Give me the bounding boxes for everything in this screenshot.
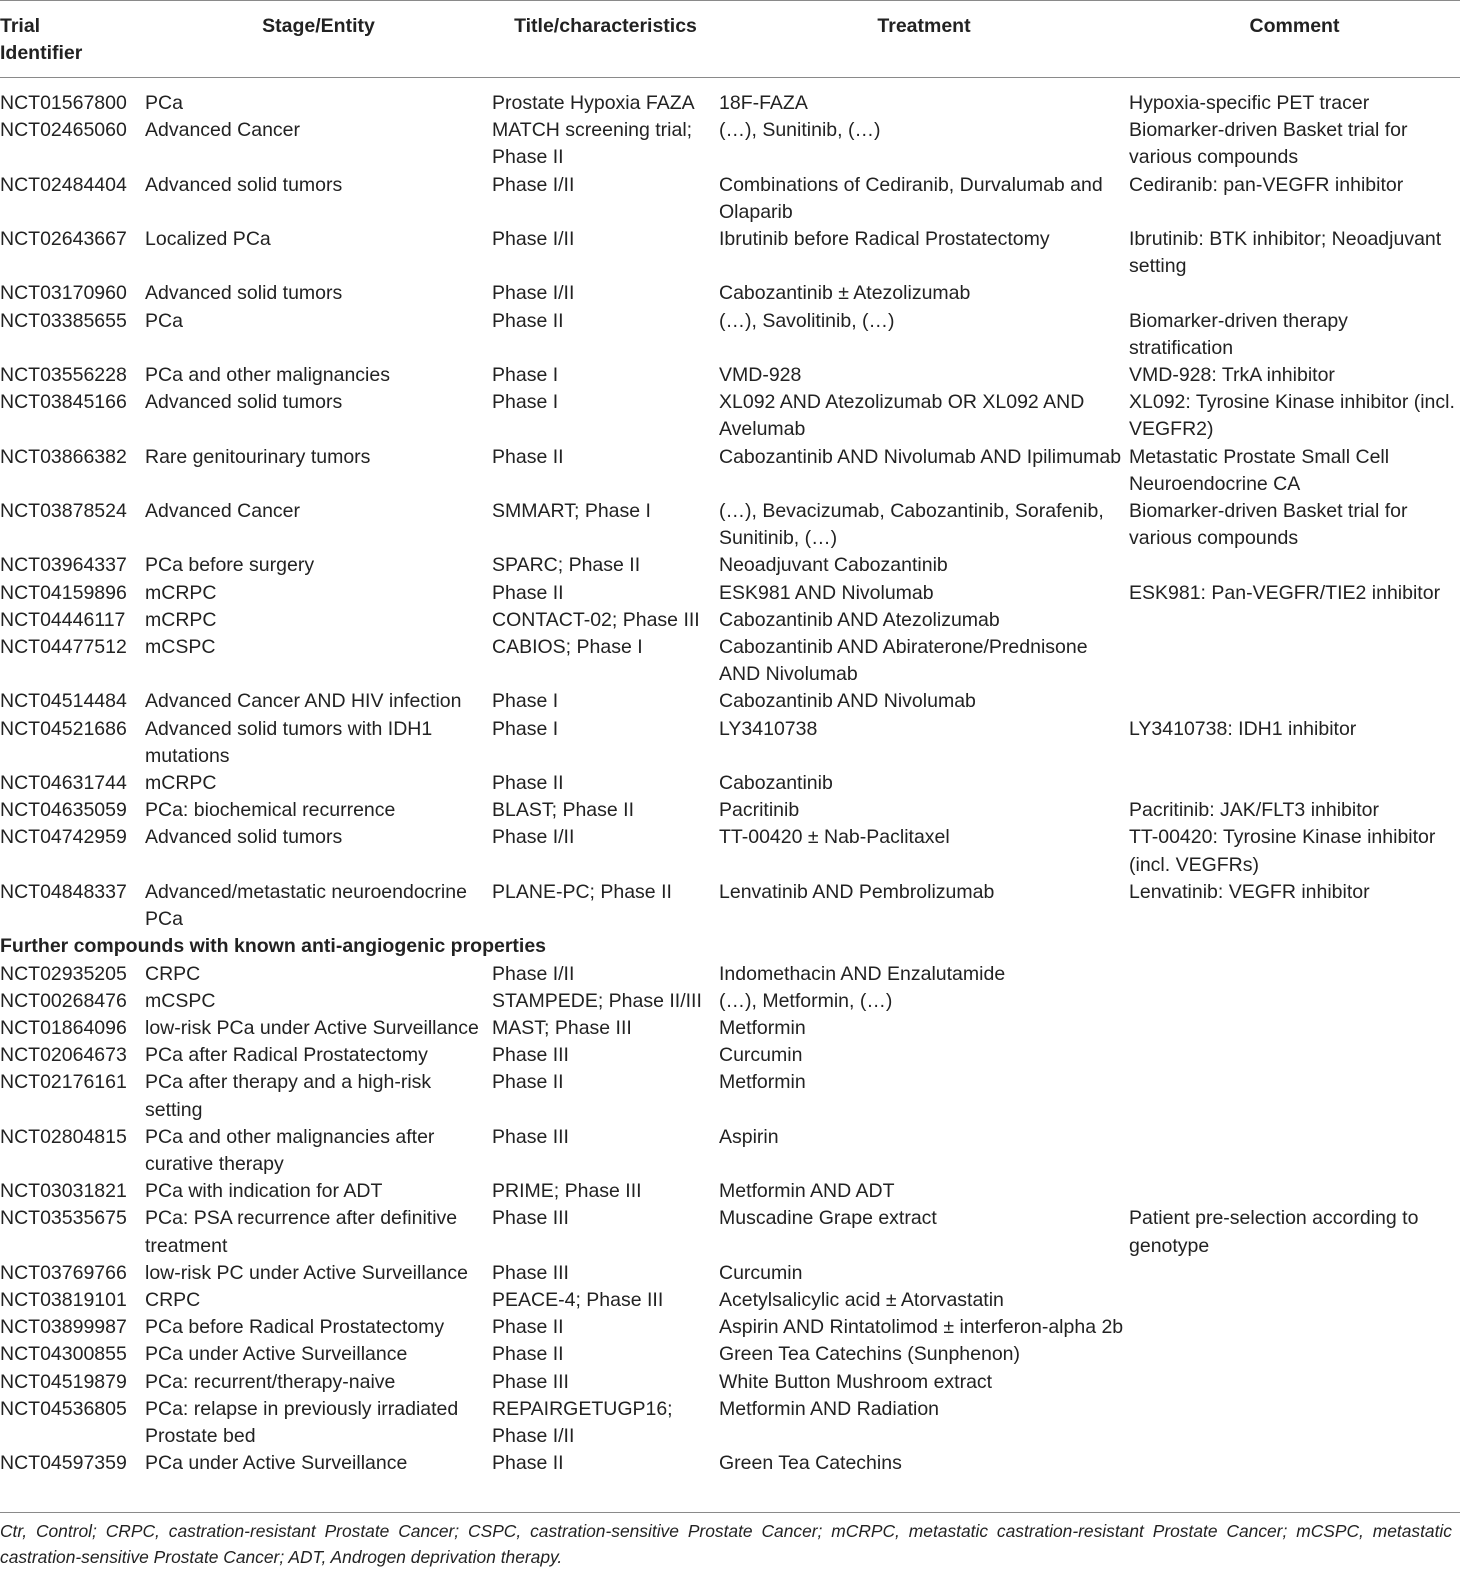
stage-entity-cell: Advanced solid tumors — [145, 173, 343, 196]
header-row — [0, 1, 1460, 78]
trial-id-cell: NCT03769766 — [0, 1261, 127, 1284]
comment-cell: Patient pre-selection according to genotype — [1129, 1207, 1419, 1257]
trial-id-cell: NCT04536805 — [0, 1397, 127, 1420]
trial-id-cell: NCT04848337 — [0, 880, 127, 903]
comment-cell: XL092: Tyrosine Kinase inhibitor (incl. VEGFR2) — [1129, 391, 1455, 441]
table-row — [0, 1369, 1460, 1396]
stage-entity-cell: Advanced solid tumors — [145, 391, 343, 414]
table-row — [0, 498, 1460, 552]
comment-cell — [1129, 1069, 1460, 1123]
stage-entity-cell: mCSPC — [145, 989, 216, 1012]
comment-cell: Cediranib: pan-VEGFR inhibitor — [1129, 173, 1404, 196]
title-cell: CABIOS; Phase I — [492, 636, 643, 659]
table-row — [0, 1341, 1460, 1368]
table-row — [0, 716, 1460, 770]
trial-id-cell: NCT02064673 — [0, 1044, 127, 1067]
stage-entity-cell: PCa: relapse in previously irradiated Prostate bed — [145, 1397, 459, 1447]
treatment-cell: Combinations of Cediranib, Durvalumab and Olaparib — [719, 173, 1103, 223]
comment-cell — [1129, 552, 1460, 579]
treatment-cell: Metformin AND Radiation — [719, 1397, 940, 1420]
table-row — [0, 770, 1460, 797]
section-heading-row — [0, 933, 1460, 960]
title-cell: Phase I/II — [492, 173, 575, 196]
comment-cell — [1129, 1450, 1460, 1477]
title-cell: REPAIRGETUGP16; Phase I/II — [492, 1397, 673, 1447]
title-cell: Phase I — [492, 717, 559, 740]
treatment-cell: (…), Savolitinib, (…) — [719, 309, 895, 332]
title-cell: Phase II — [492, 772, 564, 795]
trial-id-cell: NCT04477512 — [0, 636, 127, 659]
title-cell: Phase II — [492, 1452, 564, 1475]
title-cell: Phase II — [492, 1071, 564, 1094]
trial-id-cell: NCT01864096 — [0, 1016, 127, 1039]
trial-id-cell: NCT01567800 — [0, 92, 127, 114]
stage-entity-cell: PCa under Active Surveillance — [145, 1343, 408, 1366]
comment-cell — [1129, 1042, 1460, 1069]
treatment-cell: Metformin AND ADT — [719, 1180, 895, 1203]
comment-cell — [1129, 1314, 1460, 1341]
title-cell: Phase I/II — [492, 826, 575, 849]
comment-cell — [1129, 688, 1460, 715]
comment-cell — [1129, 1396, 1460, 1450]
title-cell: Phase III — [492, 1125, 569, 1148]
stage-entity-cell: Localized PCa — [145, 228, 271, 251]
table-row — [0, 444, 1460, 498]
stage-entity-cell: Advanced/metastatic neuroendocrine PCa — [145, 880, 467, 931]
treatment-cell: Green Tea Catechins — [719, 1452, 902, 1475]
treatment-cell: LY3410738 — [719, 717, 818, 740]
table-row — [0, 1260, 1460, 1287]
treatment-cell: Cabozantinib AND Nivolumab — [719, 690, 976, 713]
stage-entity-cell: Rare genitourinary tumors — [145, 445, 371, 468]
title-cell: Prostate Hypoxia FAZA — [492, 92, 695, 114]
title-cell: Phase I — [492, 391, 559, 414]
stage-entity-cell: PCa under Active Surveillance — [145, 1452, 408, 1475]
comment-cell — [1129, 988, 1460, 1015]
treatment-cell: (…), Sunitinib, (…) — [719, 119, 881, 142]
title-cell: Phase I — [492, 364, 559, 387]
table-row — [0, 1205, 1460, 1259]
table-footnote: Ctr, Control; CRPC, castration-resistant Prostate Cancer; CSPC, castration-sensitive Prostate Cancer; mCRPC, metastatic castration-resistant Prostate Cancer; mCSPC, metastatic castration-sensitive Prostate Cancer; ADT, Androgen deprivation therapy. — [0, 1521, 1452, 1567]
title-cell: Phase I — [492, 690, 559, 713]
trial-id-cell: NCT02465060 — [0, 119, 127, 142]
comment-cell — [1129, 1260, 1460, 1287]
stage-entity-cell: mCSPC — [145, 636, 216, 659]
table-row — [0, 280, 1460, 307]
stage-entity-cell: PCa after Radical Prostatectomy — [145, 1044, 428, 1067]
title-cell: Phase II — [492, 1343, 564, 1366]
stage-entity-cell: PCa before Radical Prostatectomy — [145, 1316, 445, 1339]
comment-cell — [1129, 280, 1460, 307]
trial-id-cell: NCT04597359 — [0, 1452, 127, 1475]
header-treatment: Treatment — [877, 15, 971, 37]
comment-cell: ESK981: Pan-VEGFR/TIE2 inhibitor — [1129, 581, 1441, 604]
comment-cell — [1129, 1341, 1460, 1368]
title-cell: PEACE-4; Phase III — [492, 1288, 664, 1311]
stage-entity-cell: Advanced Cancer AND HIV infection — [145, 690, 462, 713]
table-bottom-rule — [0, 1512, 1460, 1513]
trial-id-cell: NCT03170960 — [0, 282, 127, 305]
table-row — [0, 1314, 1460, 1341]
treatment-cell: (…), Metformin, (…) — [719, 989, 893, 1012]
table-row — [0, 1069, 1460, 1123]
trial-id-cell: NCT04159896 — [0, 581, 127, 604]
trial-id-cell: NCT00268476 — [0, 989, 127, 1012]
trial-id-cell: NCT03845166 — [0, 391, 127, 414]
comment-cell: Pacritinib: JAK/FLT3 inhibitor — [1129, 799, 1379, 822]
treatment-cell: Cabozantinib ± Atezolizumab — [719, 282, 971, 305]
title-cell: Phase II — [492, 1316, 564, 1339]
title-cell: MAST; Phase III — [492, 1016, 632, 1039]
treatment-cell: Lenvatinib AND Pembrolizumab — [719, 880, 995, 903]
stage-entity-cell: mCRPC — [145, 608, 217, 631]
title-cell: Phase I/II — [492, 962, 575, 985]
table-row — [0, 1042, 1460, 1069]
trial-id-cell: NCT04521686 — [0, 717, 127, 740]
trial-id-cell: NCT04514484 — [0, 690, 127, 713]
treatment-cell: Acetylsalicylic acid ± Atorvastatin — [719, 1288, 1004, 1311]
comment-cell: LY3410738: IDH1 inhibitor — [1129, 717, 1357, 740]
table-row — [0, 580, 1460, 607]
trial-id-cell: NCT03819101 — [0, 1288, 127, 1311]
trial-id-cell: NCT03535675 — [0, 1207, 127, 1230]
table-row — [0, 389, 1460, 443]
treatment-cell: TT-00420 ± Nab-Paclitaxel — [719, 826, 950, 849]
treatment-cell: VMD-928 — [719, 364, 802, 387]
comment-cell — [1129, 607, 1460, 634]
table-header — [0, 1, 1460, 78]
title-cell: Phase II — [492, 445, 564, 468]
comment-cell — [1129, 1124, 1460, 1178]
comment-cell: Hypoxia-specific PET tracer — [1129, 92, 1370, 114]
comment-cell: Biomarker-driven therapy stratification — [1129, 309, 1348, 359]
table-row — [0, 607, 1460, 634]
title-cell: MATCH screening trial; Phase II — [492, 119, 693, 169]
stage-entity-cell: PCa: PSA recurrence after definitive treatment — [145, 1207, 458, 1257]
trial-id-cell: NCT04742959 — [0, 826, 127, 849]
trial-id-cell: NCT03899987 — [0, 1316, 127, 1339]
stage-entity-cell: CRPC — [145, 1288, 201, 1311]
comment-cell: TT-00420: Tyrosine Kinase inhibitor (incl. VEGFRs) — [1129, 826, 1436, 876]
title-cell: CONTACT-02; Phase III — [492, 608, 700, 631]
trial-id-cell: NCT03031821 — [0, 1180, 127, 1203]
comment-cell — [1129, 634, 1460, 688]
stage-entity-cell: PCa after therapy and a high-risk setting — [145, 1071, 432, 1121]
table-row — [0, 226, 1460, 280]
treatment-cell: Metformin — [719, 1071, 806, 1094]
stage-entity-cell: CRPC — [145, 962, 201, 985]
stage-entity-cell: Advanced Cancer — [145, 119, 301, 142]
title-cell: Phase II — [492, 309, 564, 332]
treatment-cell: Neoadjuvant Cabozantinib — [719, 554, 948, 577]
title-cell: Phase III — [492, 1044, 569, 1067]
title-cell: STAMPEDE; Phase II/III — [492, 989, 702, 1012]
table-row — [0, 1124, 1460, 1178]
comment-cell: Biomarker-driven Basket trial for various compounds — [1129, 119, 1408, 169]
table-row — [0, 1178, 1460, 1205]
comment-cell — [1129, 961, 1460, 988]
trial-id-cell: NCT03964337 — [0, 554, 127, 577]
trial-id-cell: NCT03385655 — [0, 309, 127, 332]
title-cell: BLAST; Phase II — [492, 799, 634, 822]
title-cell: Phase II — [492, 581, 564, 604]
comment-cell — [1129, 1178, 1460, 1205]
trial-id-cell: NCT03866382 — [0, 445, 127, 468]
table-row — [0, 362, 1460, 389]
treatment-cell: Green Tea Catechins (Sunphenon) — [719, 1343, 1021, 1366]
treatment-cell: Indomethacin AND Enzalutamide — [719, 962, 1006, 985]
title-cell: SPARC; Phase II — [492, 554, 641, 577]
title-cell: Phase I/II — [492, 228, 575, 251]
comment-cell: Lenvatinib: VEGFR inhibitor — [1129, 880, 1370, 903]
treatment-cell: White Button Mushroom extract — [719, 1370, 993, 1393]
trial-id-cell: NCT04635059 — [0, 799, 127, 822]
comment-cell: Metastatic Prostate Small Cell Neuroendocrine CA — [1129, 445, 1390, 495]
comment-cell — [1129, 1015, 1460, 1042]
header-stage-entity: Stage/Entity — [262, 15, 375, 37]
trial-id-cell: NCT04519879 — [0, 1370, 127, 1393]
treatment-cell: (…), Bevacizumab, Cabozantinib, Sorafenib, Sunitinib, (…) — [719, 500, 1104, 550]
table-row — [0, 1450, 1460, 1477]
table-row — [0, 552, 1460, 579]
table-row — [0, 797, 1460, 824]
trial-id-cell: NCT04300855 — [0, 1343, 127, 1366]
comment-cell: Ibrutinib: BTK inhibitor; Neoadjuvant setting — [1129, 228, 1442, 278]
treatment-cell: XL092 AND Atezolizumab OR XL092 AND Avelumab — [719, 391, 1085, 441]
trial-id-cell: NCT04446117 — [0, 608, 126, 631]
table-row — [0, 78, 1460, 118]
table-row — [0, 308, 1460, 362]
comment-cell — [1129, 770, 1460, 797]
title-cell: PLANE-PC; Phase II — [492, 880, 672, 903]
treatment-cell: Curcumin — [719, 1044, 803, 1067]
table-row — [0, 1396, 1460, 1450]
treatment-cell: Cabozantinib AND Atezolizumab — [719, 608, 1000, 631]
stage-entity-cell: PCa — [145, 92, 183, 114]
header-title-characteristics: Title/characteristics — [514, 15, 697, 37]
header-trial-identifier: Trial Identifier — [0, 15, 83, 64]
table-row — [0, 879, 1460, 933]
comment-cell: VMD-928: TrkA inhibitor — [1129, 364, 1335, 387]
header-comment: Comment — [1249, 15, 1340, 37]
trial-id-cell: NCT02935205 — [0, 962, 127, 985]
stage-entity-cell: PCa before surgery — [145, 554, 315, 577]
trial-id-cell: NCT02804815 — [0, 1125, 127, 1148]
treatment-cell: Pacritinib — [719, 799, 800, 822]
treatment-cell: Aspirin AND Rintatolimod ± interferon-alpha 2b — [719, 1316, 1124, 1339]
table-body — [0, 78, 1460, 1478]
title-cell: Phase I/II — [492, 282, 575, 305]
trial-id-cell: NCT03878524 — [0, 500, 127, 523]
stage-entity-cell: mCRPC — [145, 772, 217, 795]
stage-entity-cell: Advanced Cancer — [145, 500, 301, 523]
stage-entity-cell: PCa with indication for ADT — [145, 1180, 383, 1203]
treatment-cell: Metformin — [719, 1016, 806, 1039]
treatment-cell: 18F-FAZA — [719, 92, 808, 114]
stage-entity-cell: low-risk PCa under Active Surveillance — [145, 1016, 479, 1039]
stage-entity-cell: Advanced solid tumors — [145, 826, 343, 849]
stage-entity-cell: mCRPC — [145, 581, 217, 604]
stage-entity-cell: PCa and other malignancies — [145, 364, 390, 387]
stage-entity-cell: Advanced solid tumors with IDH1 mutations — [145, 717, 433, 767]
stage-entity-cell: Advanced solid tumors — [145, 282, 343, 305]
treatment-cell: Cabozantinib AND Abiraterone/Prednisone AND Nivolumab — [719, 636, 1088, 686]
table-row — [0, 824, 1460, 878]
stage-entity-cell: PCa: biochemical recurrence — [145, 799, 396, 822]
table-row — [0, 634, 1460, 688]
treatment-cell: Muscadine Grape extract — [719, 1207, 937, 1230]
trial-id-cell: NCT02643667 — [0, 228, 127, 251]
table-row — [0, 988, 1460, 1015]
stage-entity-cell: low-risk PC under Active Surveillance — [145, 1261, 468, 1284]
title-cell: Phase III — [492, 1207, 569, 1230]
table-row — [0, 117, 1460, 171]
table-row — [0, 688, 1460, 715]
table-row — [0, 961, 1460, 988]
trial-id-cell: NCT02484404 — [0, 173, 127, 196]
comment-cell — [1129, 1287, 1460, 1314]
table-row — [0, 172, 1460, 226]
stage-entity-cell: PCa: recurrent/therapy-naive — [145, 1370, 396, 1393]
stage-entity-cell: PCa and other malignancies after curative therapy — [145, 1125, 435, 1175]
treatment-cell: Aspirin — [719, 1125, 779, 1148]
comment-cell: Biomarker-driven Basket trial for various compounds — [1129, 500, 1408, 550]
stage-entity-cell: PCa — [145, 309, 183, 332]
section-heading: Further compounds with known anti-angiogenic properties — [0, 935, 547, 958]
trial-id-cell: NCT03556228 — [0, 364, 127, 387]
title-cell: Phase III — [492, 1261, 569, 1284]
title-cell: PRIME; Phase III — [492, 1180, 642, 1203]
treatment-cell: ESK981 AND Nivolumab — [719, 581, 934, 604]
treatment-cell: Cabozantinib AND Nivolumab AND Ipilimumab — [719, 445, 1122, 468]
comment-cell — [1129, 1369, 1460, 1396]
treatment-cell: Ibrutinib before Radical Prostatectomy — [719, 228, 1050, 251]
table-row — [0, 1015, 1460, 1042]
treatment-cell: Curcumin — [719, 1261, 803, 1284]
title-cell: SMMART; Phase I — [492, 500, 651, 523]
treatment-cell: Cabozantinib — [719, 772, 833, 795]
table-row — [0, 1287, 1460, 1314]
trial-id-cell: NCT04631744 — [0, 772, 127, 795]
trial-id-cell: NCT02176161 — [0, 1071, 127, 1094]
title-cell: Phase III — [492, 1370, 569, 1393]
